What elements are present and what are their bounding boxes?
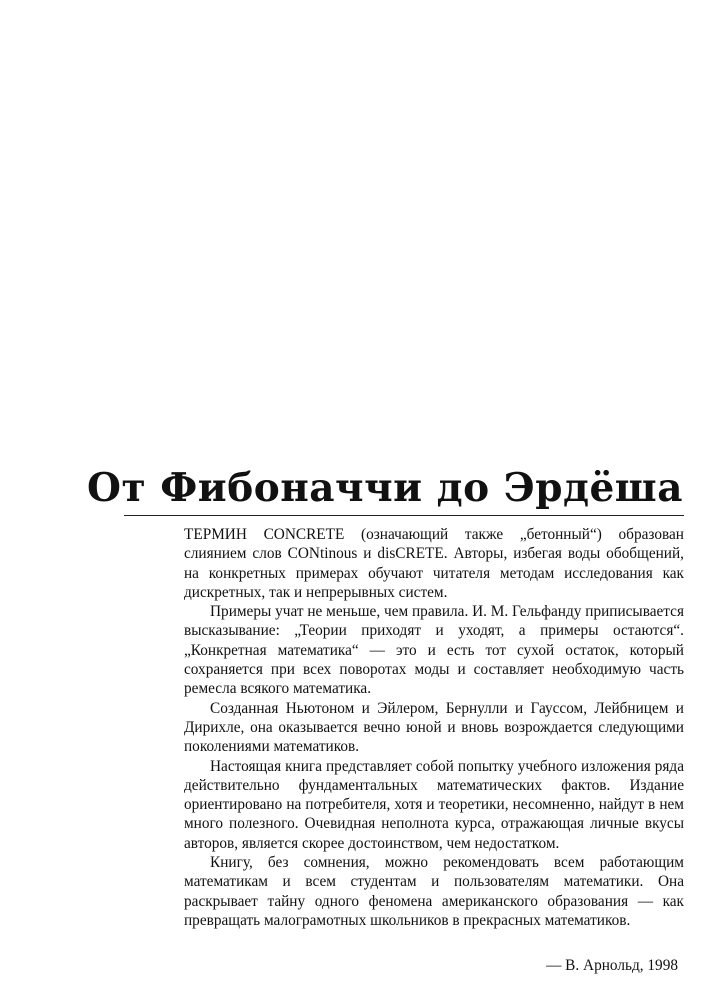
title-underline bbox=[124, 515, 684, 516]
paragraph-5: Книгу, без сомнения, можно рекомендовать всем работающим математикам и всем студентам и пользователям математики. Она раскрывает тайну одного феномена американского образования — как превращать малограмотных школьников в прекрасных математиков. bbox=[184, 854, 684, 929]
signature: — В. Арнольд, 1998 bbox=[546, 957, 678, 974]
page-title: От Фибоначчи до Эрдёша bbox=[87, 465, 683, 511]
paragraph-4: Настоящая книга представляет собой попытку учебного изложения ряда действительно фундаментальных математических фактов. Издание ориентировано на потребителя, хотя и теоретики, несомненно, найдут в нем много полезного. Очевидная неполнота курса, отражающая личные вкусы авторов, является скорее достоинством, чем недостатком. bbox=[184, 757, 684, 852]
paragraph-1: ТЕРМИН CONCRETE (означающий также „бетонный“) образован слиянием слов CONtinous и disCRETE. Авторы, избегая воды обобщений, на конкретных примерах обучают читателя методам исследования как дискретных, так и непрерывных систем. bbox=[184, 526, 684, 601]
paragraph-3: Созданная Ньютоном и Эйлером, Бернулли и Гауссом, Лейбницем и Дирихле, она оказывается вечно юной и вновь возрождается следующими поколениями математиков. bbox=[184, 699, 684, 756]
paragraph-2: Примеры учат не меньше, чем правила. И. М. Гельфанду приписывается высказывание: „Теории приходят и уходят, а примеры остаются“. „Конкретная математика“ — это и есть тот сухой остаток, который сохраняется при всех поворотах моды и составляет необходимую часть ремесла всякого математика. bbox=[184, 603, 685, 698]
preface-text bbox=[184, 525, 684, 930]
